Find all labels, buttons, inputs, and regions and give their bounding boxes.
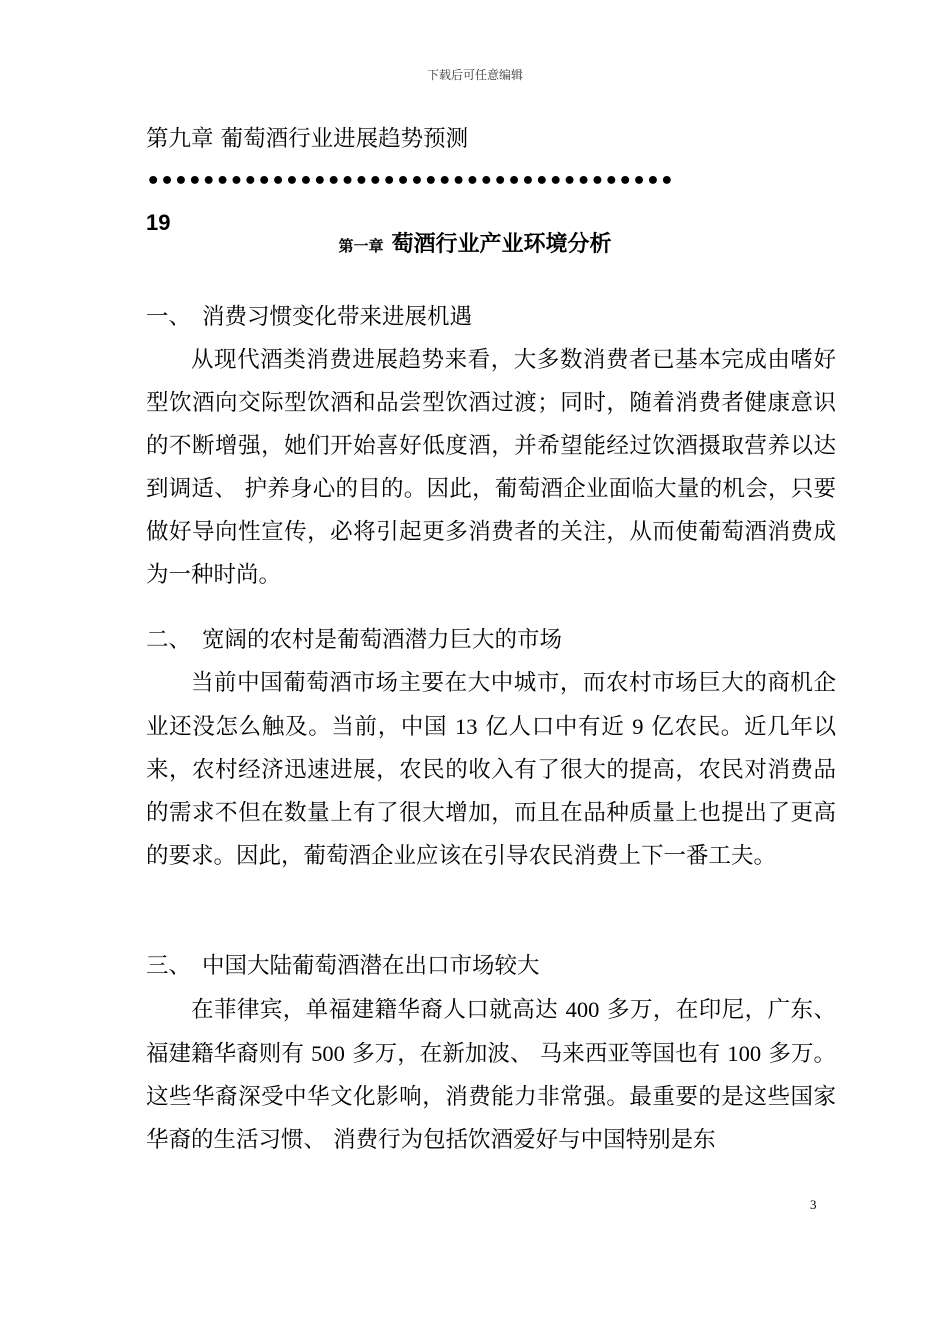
section-title: 中国大陆葡萄酒潜在出口市场较大	[202, 953, 540, 979]
toc-page-number: 19	[146, 210, 171, 235]
toc-title: 第九章 葡萄酒行业进展趋势预测	[146, 126, 469, 152]
page-header-note: 下载后可任意编辑	[426, 68, 523, 82]
section-number: 二、	[146, 627, 192, 653]
section-title: 消费习惯变化带来进展机遇	[202, 304, 473, 330]
section-heading	[146, 619, 836, 662]
chapter-title: 萄酒行业产业环境分析	[391, 232, 612, 257]
chapter-heading	[0, 228, 950, 263]
section-heading	[146, 945, 836, 988]
page-number: 3	[810, 1197, 817, 1212]
section-paragraph: 从现代酒类消费进展趋势来看，大多数消费者已基本完成由嗜好型饮酒向交际型饮酒和品尝型饮酒过渡；同时，随着消费者健康意识的不断增强，她们开始喜好低度酒，并希望能经过饮酒摄取营养以达到调适、 护养身心的目的。因此，葡萄酒企业面临大量的机会，只要做好导向性宣传，必将引起更多消费者的关注，从而使葡萄酒消费成为一种时尚。	[146, 347, 836, 588]
toc-dot-leader: ••••••••••••••••••••••••••••••••••••••	[146, 168, 674, 194]
section-1	[146, 296, 836, 597]
section-3	[146, 945, 836, 1162]
section-heading	[146, 296, 836, 339]
toc-entry[interactable]	[146, 118, 826, 244]
section-title: 宽阔的农村是葡萄酒潜力巨大的市场	[202, 627, 563, 653]
section-number: 一、	[146, 304, 192, 330]
section-number: 三、	[146, 953, 192, 979]
section-2	[146, 619, 836, 878]
chapter-number: 第一章	[338, 237, 384, 255]
section-paragraph: 在菲律宾，单福建籍华裔人口就高达 400 多万，在印尼，广东、 福建籍华裔则有 500 多万，在新加波、 马来西亚等国也有 100 多万。这些华裔深受中华文化影响，消费能力非常强。最重要的是这些国家华裔的生活习惯、 消费行为包括饮酒爱好与中国特别是东	[146, 997, 836, 1153]
section-paragraph: 当前中国葡萄酒市场主要在大中城市，而农村市场巨大的商机企业还没怎么触及。当前，中国 13 亿人口中有近 9 亿农民。近几年以来，农村经济迅速进展，农民的收入有了很大的提高，农民对消费品的需求不但在数量上有了很大增加，而且在品种质量上也提出了更高的要求。因此，葡萄酒企业应该在引导农民消费上下一番工夫。	[146, 670, 836, 869]
